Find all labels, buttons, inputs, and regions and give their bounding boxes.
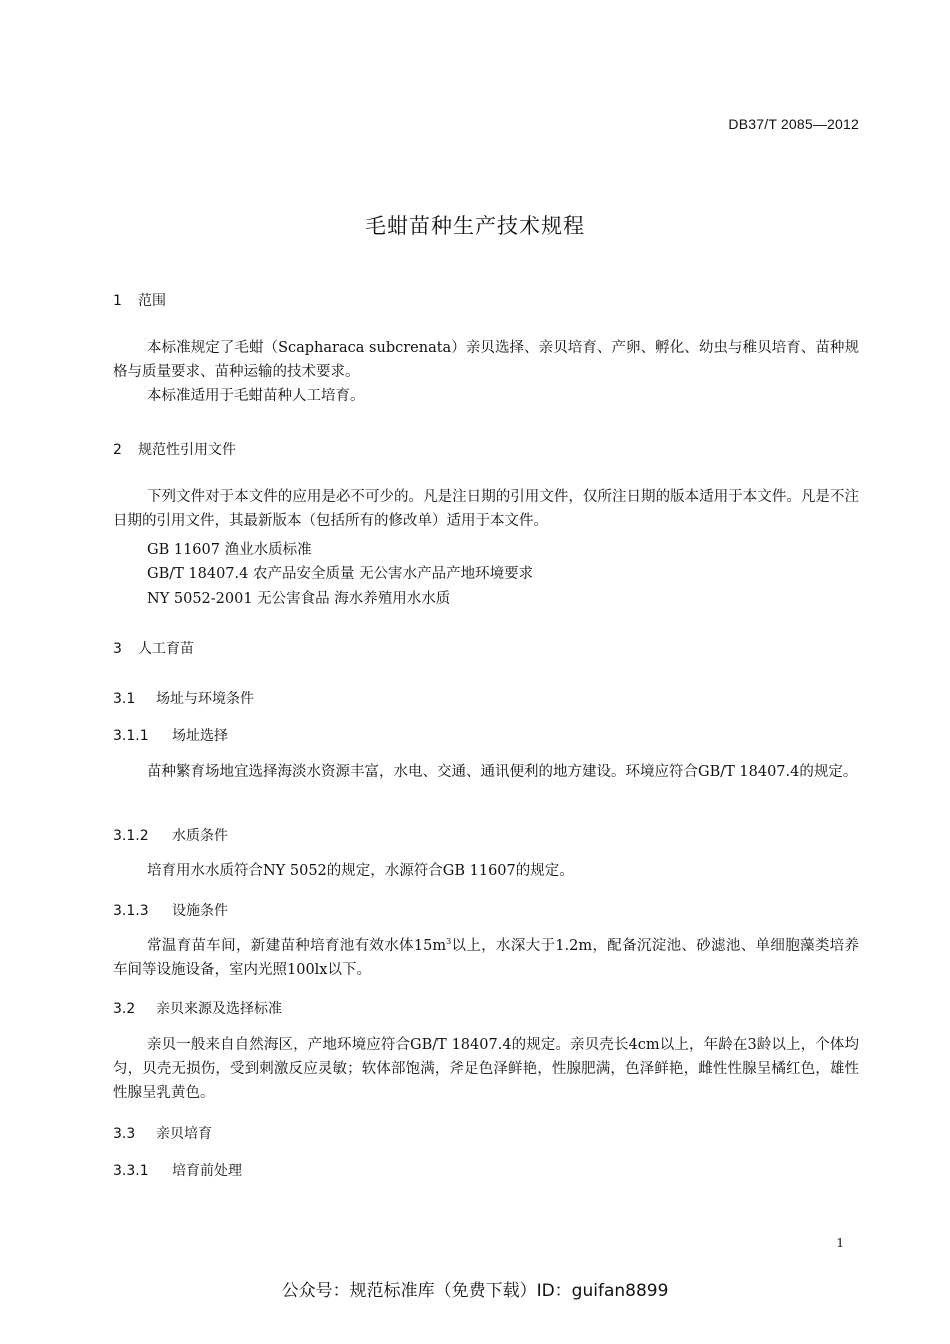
paragraph-scope-1: 本标准规定了毛蚶（Scapharaca subcrenata）亲贝选择、亲贝培育、产卵、孵化、幼虫与稚贝培育、苗种规格与质量要求、苗种运输的技术要求。 bbox=[113, 340, 859, 380]
subsection-heading-3-1-1 bbox=[113, 725, 228, 745]
paragraph-scope-2: 本标准适用于毛蚶苗种人工培育。 bbox=[147, 388, 365, 404]
subsection-heading-3-3 bbox=[113, 1123, 212, 1143]
subsection-heading-3-1 bbox=[113, 688, 254, 708]
subsection-heading-3-3-1 bbox=[113, 1160, 242, 1180]
section-title: 规范性引用文件 bbox=[138, 442, 236, 458]
section-number: 3 bbox=[113, 641, 122, 657]
section-title: 亲贝来源及选择标准 bbox=[156, 1001, 282, 1017]
section-title: 亲贝培育 bbox=[156, 1126, 212, 1142]
section-heading-3 bbox=[113, 638, 194, 658]
reference-item: NY 5052-2001 无公害食品 海水养殖用水水质 bbox=[147, 591, 451, 607]
section-number: 3.1.2 bbox=[113, 828, 149, 844]
section-title: 范围 bbox=[138, 293, 166, 309]
page-number: 1 bbox=[836, 1236, 844, 1250]
section-number: 3.1 bbox=[113, 691, 136, 707]
subsection-heading-3-2 bbox=[113, 998, 282, 1018]
paragraph-references-intro: 下列文件对于本文件的应用是必不可少的。凡是注日期的引用文件，仅所注日期的版本适用于本文件。凡是不注日期的引用文件，其最新版本（包括所有的修改单）适用于本文件。 bbox=[113, 489, 859, 529]
section-number: 1 bbox=[113, 293, 122, 309]
section-heading-2 bbox=[113, 439, 236, 459]
section-title: 培育前处理 bbox=[172, 1163, 242, 1179]
section-title: 场址与环境条件 bbox=[156, 691, 254, 707]
superscript-cubic: 3 bbox=[446, 937, 452, 947]
section-title: 场址选择 bbox=[172, 728, 228, 744]
facilities-text-a: 常温育苗车间，新建苗种培育池有效水体15m bbox=[147, 938, 447, 954]
section-number: 3.1.1 bbox=[113, 728, 149, 744]
section-heading-1 bbox=[113, 290, 166, 310]
section-number: 3.3 bbox=[113, 1126, 136, 1142]
section-title: 人工育苗 bbox=[138, 641, 194, 657]
footer-watermark-text: 公众号：规范标准库（免费下载）ID：guifan8899 bbox=[281, 1281, 669, 1301]
section-number: 2 bbox=[113, 442, 122, 458]
subsection-heading-3-1-2 bbox=[113, 825, 228, 845]
reference-item: GB 11607 渔业水质标准 bbox=[147, 542, 312, 558]
paragraph-water-quality: 培育用水水质符合NY 5052的规定，水源符合GB 11607的规定。 bbox=[147, 863, 574, 879]
document-title: 毛蚶苗种生产技术规程 bbox=[365, 214, 585, 238]
section-number: 3.2 bbox=[113, 1001, 136, 1017]
subsection-heading-3-1-3 bbox=[113, 900, 228, 920]
section-title: 水质条件 bbox=[172, 828, 228, 844]
section-number: 3.1.3 bbox=[113, 903, 149, 919]
paragraph-broodstock-selection: 亲贝一般来自自然海区，产地环境应符合GB/T 18407.4的规定。亲贝壳长4cm以上，年龄在3龄以上，个体均匀，贝壳无损伤，受到刺激反应灵敏；软体部饱满，斧足色泽鲜艳，性腺肥满，色泽鲜艳，雌性性腺呈橘红色，雄性性腺呈乳黄色。 bbox=[113, 1037, 859, 1101]
paragraph-facilities bbox=[113, 934, 859, 982]
paragraph-site-selection: 苗种繁育场地宜选择海淡水资源丰富，水电、交通、通讯便利的地方建设。环境应符合GB/T 18407.4的规定。 bbox=[147, 764, 858, 780]
standard-code: DB37/T 2085—2012 bbox=[728, 116, 859, 132]
facilities-text-b: 以上，水深大于1.2m，配备沉淀池、砂滤池、单细胞藻类培养车间等设施设备，室内光照100lx以下。 bbox=[113, 938, 859, 978]
reference-item: GB/T 18407.4 农产品安全质量 无公害水产品产地环境要求 bbox=[147, 566, 534, 582]
section-number: 3.3.1 bbox=[113, 1163, 149, 1179]
section-title: 设施条件 bbox=[172, 903, 228, 919]
